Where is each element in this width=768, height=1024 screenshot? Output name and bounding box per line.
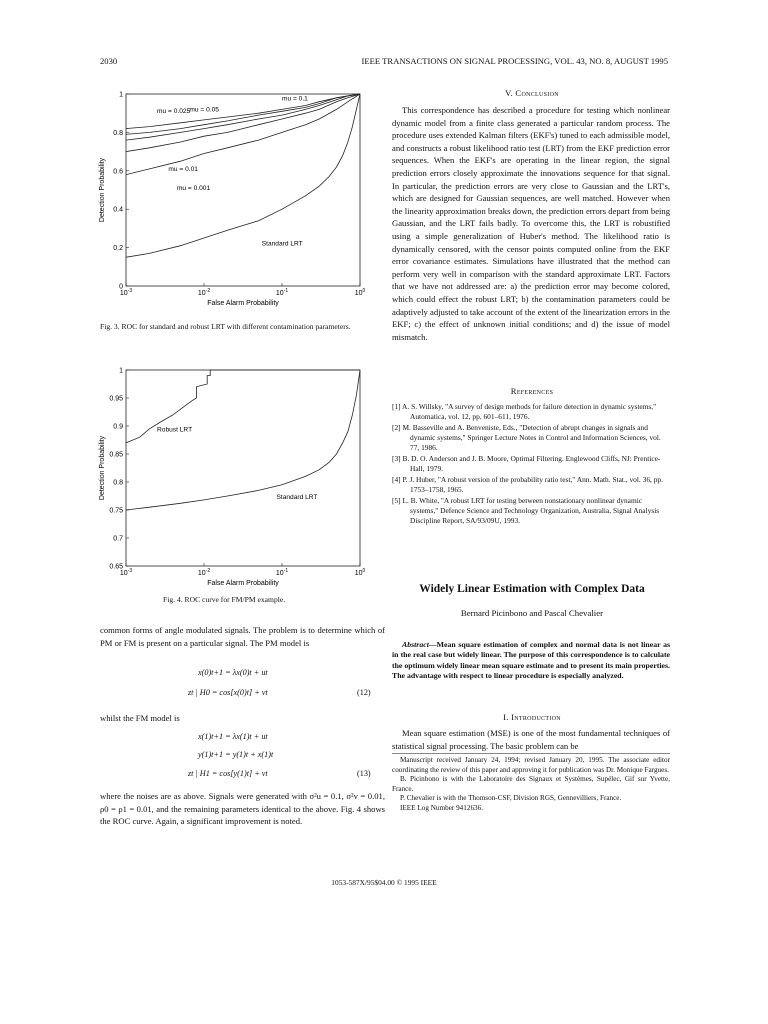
tick-label: $10^{-3}$ bbox=[119, 288, 133, 297]
tick-label: $10^{-1}$ bbox=[275, 288, 289, 297]
tick-label: $10^0$ bbox=[354, 288, 366, 297]
tick-label: 0.85 bbox=[109, 451, 123, 459]
series-line bbox=[126, 94, 360, 257]
series-annotation: Standard LRT bbox=[261, 240, 303, 248]
series-line bbox=[126, 94, 360, 152]
tick-label: 0.9 bbox=[113, 423, 123, 431]
tick-label: 0.95 bbox=[109, 395, 123, 403]
plot-frame bbox=[126, 94, 360, 286]
left-para-2: whilst the FM model is bbox=[100, 713, 180, 723]
eq-fm-integ: y(1)t+1 = y(1)t + x(1)t bbox=[198, 750, 274, 759]
abstract-label: Abstract— bbox=[402, 640, 437, 649]
tick-label: 0.4 bbox=[113, 206, 123, 214]
series-annotation: mu = 0.025 bbox=[157, 108, 191, 116]
x-axis-label: False Alarm Probability bbox=[207, 300, 279, 307]
article-abstract bbox=[392, 640, 670, 682]
y-axis-label: Detection Probability bbox=[99, 157, 106, 223]
intro-body: Mean square estimation (MSE) is one of the most fundamental techniques of statistical signal processing. The basic problem can be bbox=[392, 728, 670, 751]
reference-item: [4] P. J. Huber, "A robust version of the probability ratio test," Ann. Math. Stat., vol. 36, pp. 1753–1758, 1965. bbox=[392, 475, 663, 494]
reference-list bbox=[392, 402, 670, 527]
conclusion-title: V. Conclusion bbox=[505, 88, 559, 98]
footnotes bbox=[392, 756, 670, 814]
fig3-caption: Fig. 3. ROC for standard and robust LRT with different contamination parameters. bbox=[100, 322, 351, 331]
footnote-author-1: B. Picinbono is with the Laboratoire des Signaux et Systèmes, Supélec, Gif sur Yvette, France. bbox=[392, 775, 670, 793]
tick-label: 0.8 bbox=[113, 129, 123, 137]
tick-label: $10^{-2}$ bbox=[197, 288, 211, 297]
reference-item: [2] M. Basseville and A. Benveniste, Eds., "Detection of abrupt changes in signals and dynamic systems," Springer Lecture Notes in Control and Information Sciences, vol. 77, 1986. bbox=[392, 423, 661, 452]
page-footer: 1053-587X/95$04.00 © 1995 IEEE bbox=[331, 878, 437, 887]
footnote-manuscript: Manuscript received January 24, 1994; revised January 20, 1995. The associate editor coordinating the review of this paper and approving it for publication was Dr. Monique Fargues. bbox=[392, 756, 670, 774]
eq-13-number: (13) bbox=[357, 769, 371, 778]
left-para-3: where the noises are as above. Signals were generated with σ²u = 0.1, σ²v = 0.01, ρ0 = ρ1 = 0.01, and the remaining parameters identical to the above. Fig. 4 shows the ROC curve. Again, a significant improvement is noted. bbox=[100, 791, 385, 827]
tick-label: 0.8 bbox=[113, 479, 123, 487]
page-number: 2030 bbox=[100, 56, 118, 66]
y-axis-label: Detection Probability bbox=[99, 435, 106, 501]
series-line bbox=[126, 94, 360, 140]
footnote-log: IEEE Log Number 9412636. bbox=[400, 803, 484, 812]
conclusion-body: This correspondence has described a procedure for testing which nonlinear dynamic model from a finite class generated a particular random process. The procedure uses extended Kalman filters (EKF's) tuned to each admissible model, and constructs a robust likelihood ratio test (LRT) from the EKF prediction error sequences. When the EKF's are operating in the linear region, the signal prediction errors closely approximate the innovations sequence for that signal. In particular, the prediction errors are very close to Gaussian and the LRT's, which are designed for Gaussian sequences, are well matched. However when the linearity approximation breaks down, the prediction errors depart from being Gaussian, and the LRT fails badly. To overcome this, the LRT is robustified using a simple generalization of Huber's method. The likelihood ratio is dynamically censored, with the censor points computed online from the EKF error covariance estimates. Simulations have illustrated that the method can perform very well in comparison with the standard approximate LRT. Factors that we have not addressed are: a) the prediction error may become colored, which could effect the robust LRT; b) the contamination parameters could be adaptively adjusted to take account of the extent of the linearization errors in the EKF; c) the effect of unknown initial conditions; and d) the issue of model mismatch. bbox=[392, 105, 670, 342]
abstract-text: Mean square estimation of complex and normal data is not linear as in the real case but widely linear. The purpose of this correspondence is to calculate the optimum widely linear mean square estimate and to present its main properties. The advantage with respect to linear procedure is especially analyzed. bbox=[392, 640, 670, 681]
reference-item: [5] L. B. White, "A robust LRT for testing between nonstationary nonlinear dynamic systems," Defence Science and Technology Organization, Australia, Signal Analysis Discipline Report, SA/93/09U, 1993. bbox=[392, 496, 660, 525]
reference-item: [3] B. D. O. Anderson and J. B. Moore, Optimal Filtering. Englewood Cliffs, NJ: Prentice-Hall, 1979. bbox=[392, 454, 661, 473]
left-para-1: common forms of angle modulated signals. The problem is to determine which of PM or FM is present on a particular signal. The PM model is bbox=[100, 625, 385, 648]
tick-label: 0.6 bbox=[113, 168, 123, 176]
series-line bbox=[126, 370, 360, 510]
tick-label: $10^{-2}$ bbox=[197, 568, 211, 577]
eq-fm-obs: zt | H1 = cos[y(1)t] + vt bbox=[188, 769, 268, 778]
fig4-caption: Fig. 4. ROC curve for FM/PM example. bbox=[163, 595, 286, 604]
article-authors: Bernard Picinbono and Pascal Chevalier bbox=[460, 608, 604, 618]
tick-label: $10^0$ bbox=[354, 568, 366, 577]
tick-label: 1 bbox=[119, 91, 123, 99]
series-annotation: mu = 0.1 bbox=[282, 95, 308, 103]
references-title: References bbox=[510, 386, 554, 396]
x-axis-label: False Alarm Probability bbox=[207, 580, 279, 587]
series-annotation: Robust LRT bbox=[157, 426, 193, 434]
eq-pm-state: x(0)t+1 = λx(0)t + ut bbox=[198, 668, 268, 677]
series-line bbox=[126, 94, 360, 175]
series-annotation: Standard LRT bbox=[276, 493, 318, 501]
fig3-chart bbox=[96, 88, 386, 313]
intro-title: I. Introduction bbox=[503, 712, 561, 722]
journal-header: IEEE TRANSACTIONS ON SIGNAL PROCESSING, VOL. 43, NO. 8, AUGUST 1995 bbox=[361, 56, 668, 66]
plot-frame bbox=[126, 370, 360, 566]
eq-12-number: (12) bbox=[357, 688, 371, 697]
eq-fm-state: x(1)t+1 = λx(1)t + ut bbox=[198, 732, 268, 741]
tick-label: $10^{-1}$ bbox=[275, 568, 289, 577]
series-annotation: mu = 0.001 bbox=[176, 185, 211, 192]
tick-label: 1 bbox=[119, 367, 123, 375]
tick-label: 0.7 bbox=[113, 535, 123, 543]
footnote-author-2: P. Chevalier is with the Thomson-CSF, Division RGS, Gennevilliers, France. bbox=[400, 794, 622, 803]
tick-label: 0.75 bbox=[109, 507, 123, 515]
series-annotation: mu = 0.05 bbox=[189, 106, 219, 114]
footnote-rule bbox=[392, 753, 670, 754]
tick-label: 0.65 bbox=[109, 563, 123, 571]
series-annotation: mu = 0.01 bbox=[168, 165, 198, 173]
fig4-chart bbox=[96, 364, 386, 590]
reference-item: [1] A. S. Willsky, "A survey of design methods for failure detection in dynamic systems," Automatica, vol. 12, pp. 601–611, 1976. bbox=[392, 402, 657, 421]
tick-label: $10^{-3}$ bbox=[119, 568, 133, 577]
eq-pm-obs: zt | H0 = cos[x(0)t] + vt bbox=[188, 688, 268, 697]
tick-label: 0 bbox=[119, 283, 123, 291]
article-title: Widely Linear Estimation with Complex Data bbox=[419, 583, 645, 595]
tick-label: 0.2 bbox=[113, 245, 123, 253]
